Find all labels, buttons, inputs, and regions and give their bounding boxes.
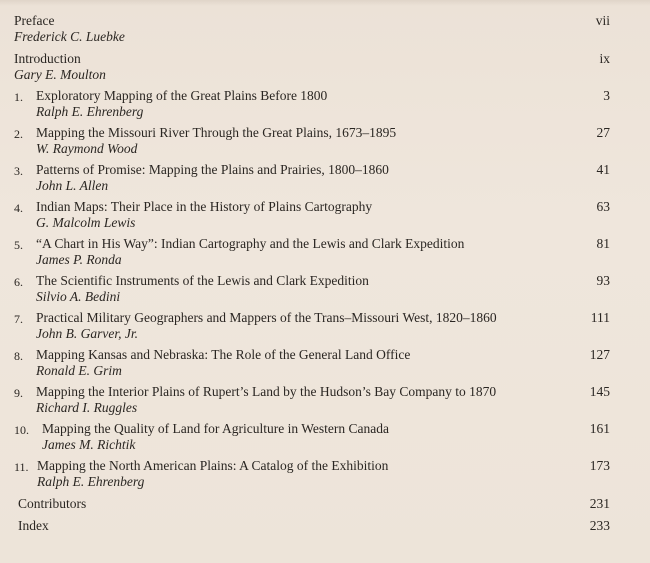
toc-entry-number: 11. xyxy=(14,460,29,474)
toc-entry-author: Gary E. Moulton xyxy=(14,67,106,82)
toc-entry-author: James P. Ronda xyxy=(36,252,122,267)
toc-entry-author: John L. Allen xyxy=(36,178,109,193)
toc-entry-number: 6. xyxy=(14,275,23,289)
toc-entry-title: Mapping the North American Plains: A Catalog of the Exhibition xyxy=(37,458,389,473)
toc-entry-number: 10. xyxy=(14,423,29,437)
toc-entry-author: John B. Garver, Jr. xyxy=(36,326,138,341)
toc-entry-number: 2. xyxy=(14,127,23,141)
toc-entry-page: 63 xyxy=(596,199,610,214)
toc-entry-title: The Scientific Instruments of the Lewis and Clark Expedition xyxy=(36,273,369,288)
toc-entry-author: Ronald E. Grim xyxy=(36,363,122,378)
toc-entry-page: ix xyxy=(599,51,610,66)
toc-entry-page: 161 xyxy=(589,421,610,436)
toc-entry-page: 145 xyxy=(589,384,610,399)
toc-entry-author: W. Raymond Wood xyxy=(36,141,138,156)
toc-entry-title: Mapping the Quality of Land for Agriculture in Western Canada xyxy=(42,421,389,436)
page-edge-shadow xyxy=(0,0,650,6)
toc-entry-number: 4. xyxy=(14,201,23,215)
toc-entry-title: Practical Military Geographers and Mappers of the Trans–Missouri West, 1820–1860 xyxy=(36,310,497,325)
toc-entry-author: G. Malcolm Lewis xyxy=(36,215,136,230)
toc-entry-number: 8. xyxy=(14,349,23,363)
toc-entry-page: 41 xyxy=(596,162,610,177)
toc-entry-number: 5. xyxy=(14,238,23,252)
toc-entry-author: Frederick C. Luebke xyxy=(14,29,125,44)
toc-entry-title: Mapping Kansas and Nebraska: The Role of the General Land Office xyxy=(36,347,411,362)
toc-entry-title: Introduction xyxy=(14,51,81,66)
toc-entry-title: Exploratory Mapping of the Great Plains Before 1800 xyxy=(36,88,328,103)
toc-entry-page: 127 xyxy=(589,347,610,362)
toc-entry-page: 81 xyxy=(596,236,610,251)
toc-entry-page: 27 xyxy=(596,125,610,140)
toc-entry-title: Indian Maps: Their Place in the History of Plains Cartography xyxy=(36,199,373,214)
toc-entry-number: 9. xyxy=(14,386,23,400)
toc-entry-title: Patterns of Promise: Mapping the Plains and Prairies, 1800–1860 xyxy=(36,162,389,177)
toc-entry-page: vii xyxy=(595,13,610,28)
toc-entry-page: 231 xyxy=(589,496,610,511)
toc-entry-page: 173 xyxy=(589,458,610,473)
toc-entry-author: Ralph E. Ehrenberg xyxy=(37,474,145,489)
toc-entry-number: 7. xyxy=(14,312,23,326)
toc-entry-title: Preface xyxy=(14,13,55,28)
toc-entry-page: 111 xyxy=(590,310,610,325)
toc-entry-page: 233 xyxy=(589,518,610,533)
toc-entry-title: Index xyxy=(18,518,49,533)
toc-entry-author: James M. Richtik xyxy=(42,437,136,452)
toc-entry-title: “A Chart in His Way”: Indian Cartography and the Lewis and Clark Expedition xyxy=(36,236,465,251)
toc-entry-number: 3. xyxy=(14,164,23,178)
toc-entry-author: Richard I. Ruggles xyxy=(36,400,138,415)
toc-entry-title: Contributors xyxy=(18,496,87,511)
toc-entry-author: Silvio A. Bedini xyxy=(36,289,121,304)
toc-entry-page: 93 xyxy=(596,273,610,288)
toc-entry-number: 1. xyxy=(14,90,23,104)
toc-entry-title: Mapping the Interior Plains of Rupert’s Land by the Hudson’s Bay Company to 1870 xyxy=(36,384,497,399)
toc-entry-author: Ralph E. Ehrenberg xyxy=(36,104,144,119)
toc-entry-title: Mapping the Missouri River Through the Great Plains, 1673–1895 xyxy=(36,125,397,140)
toc-entry-page: 3 xyxy=(603,88,610,103)
